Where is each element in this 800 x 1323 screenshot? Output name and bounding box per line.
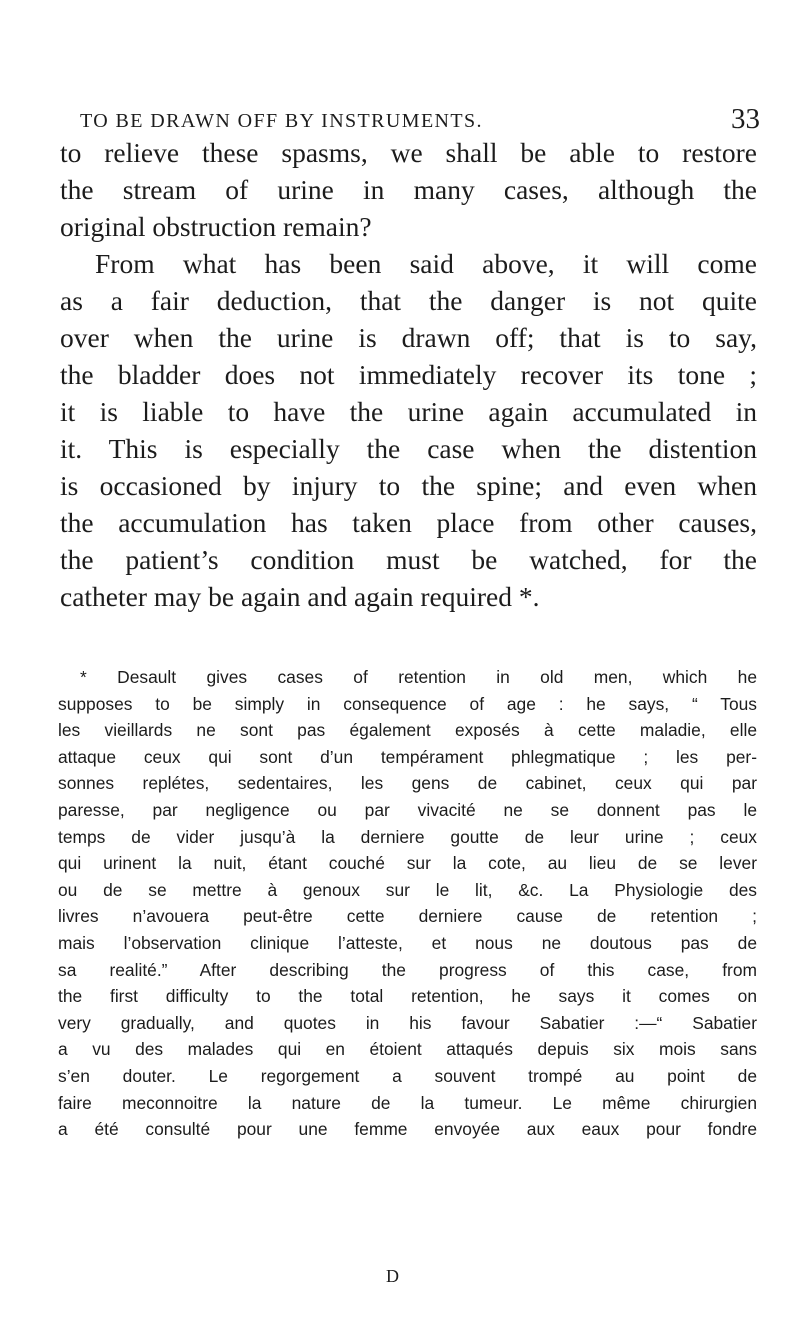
footnote-line: a vu des malades qui en étoient attaqués depuis six mois sans xyxy=(58,1039,757,1060)
body-line: the patient’s condition must be watched, for the xyxy=(60,544,757,575)
footnote-line: qui urinent la nuit, étant couché sur la cote, au lieu de se lever xyxy=(58,853,757,874)
body-line: From what has been said above, it will come xyxy=(95,248,757,279)
body-line: the stream of urine in many cases, although the xyxy=(60,174,757,205)
running-title: TO BE DRAWN OFF BY INSTRUMENTS. xyxy=(80,110,483,132)
body-line: original obstruction remain? xyxy=(60,211,372,242)
running-head xyxy=(60,82,760,135)
body-text xyxy=(60,134,757,615)
footnote-line: faire meconnoitre la nature de la tumeur. Le même chirurgien xyxy=(58,1092,757,1113)
footnote-line: temps de vider jusqu’à la derniere goutte de leur urine ; ceux xyxy=(58,826,757,847)
body-line: catheter may be again and again required *. xyxy=(60,581,540,612)
body-line: to relieve these spasms, we shall be able to restore xyxy=(60,137,757,168)
footnote-line: paresse, par negligence ou par vivacité ne se donnent pas le xyxy=(58,799,757,820)
footnote-line: a été consulté pour une femme envoyée aux eaux pour fondre xyxy=(58,1119,757,1140)
footnote-line: sa realité.” After describing the progress of this case, from xyxy=(58,959,757,980)
footnote-line: mais l’observation clinique l’atteste, et nous ne doutous pas de xyxy=(58,932,757,953)
body-line: is occasioned by injury to the spine; and even when xyxy=(60,470,757,501)
footnote-line: sonnes replétes, sedentaires, les gens de cabinet, ceux qui par xyxy=(58,773,757,794)
body-line: the accumulation has taken place from other causes, xyxy=(60,507,757,538)
signature-mark: D xyxy=(386,1266,399,1286)
body-line: over when the urine is drawn off; that is to say, xyxy=(60,322,757,353)
footnote-line: ou de se mettre à genoux sur le lit, &c. La Physiologie des xyxy=(58,879,757,900)
footnote-line: attaque ceux qui sont d’un tempérament phlegmatique ; les per- xyxy=(58,746,757,767)
footnote-line: les vieillards ne sont pas également exposés à cette maladie, elle xyxy=(58,720,757,741)
body-line: it. This is especially the case when the distention xyxy=(60,433,757,464)
footnote-line: livres n’avouera peut-être cette derniere cause de retention ; xyxy=(58,906,757,927)
footnote-line: supposes to be simply in consequence of age : he says, “ Tous xyxy=(58,693,757,714)
footnote-line: the first difficulty to the total retention, he says it comes on xyxy=(58,986,757,1007)
footnote-line: * Desault gives cases of retention in old men, which he xyxy=(80,667,757,687)
body-line: the bladder does not immediately recover its tone ; xyxy=(60,359,757,390)
body-line: it is liable to have the urine again accumulated in xyxy=(60,396,757,427)
footnote-line: s’en douter. Le regorgement a souvent trompé au point de xyxy=(58,1065,757,1086)
page-number: 33 xyxy=(731,103,760,135)
footnote-line: very gradually, and quotes in his favour Sabatier :—“ Sabatier xyxy=(58,1012,757,1033)
body-line: as a fair deduction, that the danger is not quite xyxy=(60,285,757,316)
footnote xyxy=(58,664,757,1143)
